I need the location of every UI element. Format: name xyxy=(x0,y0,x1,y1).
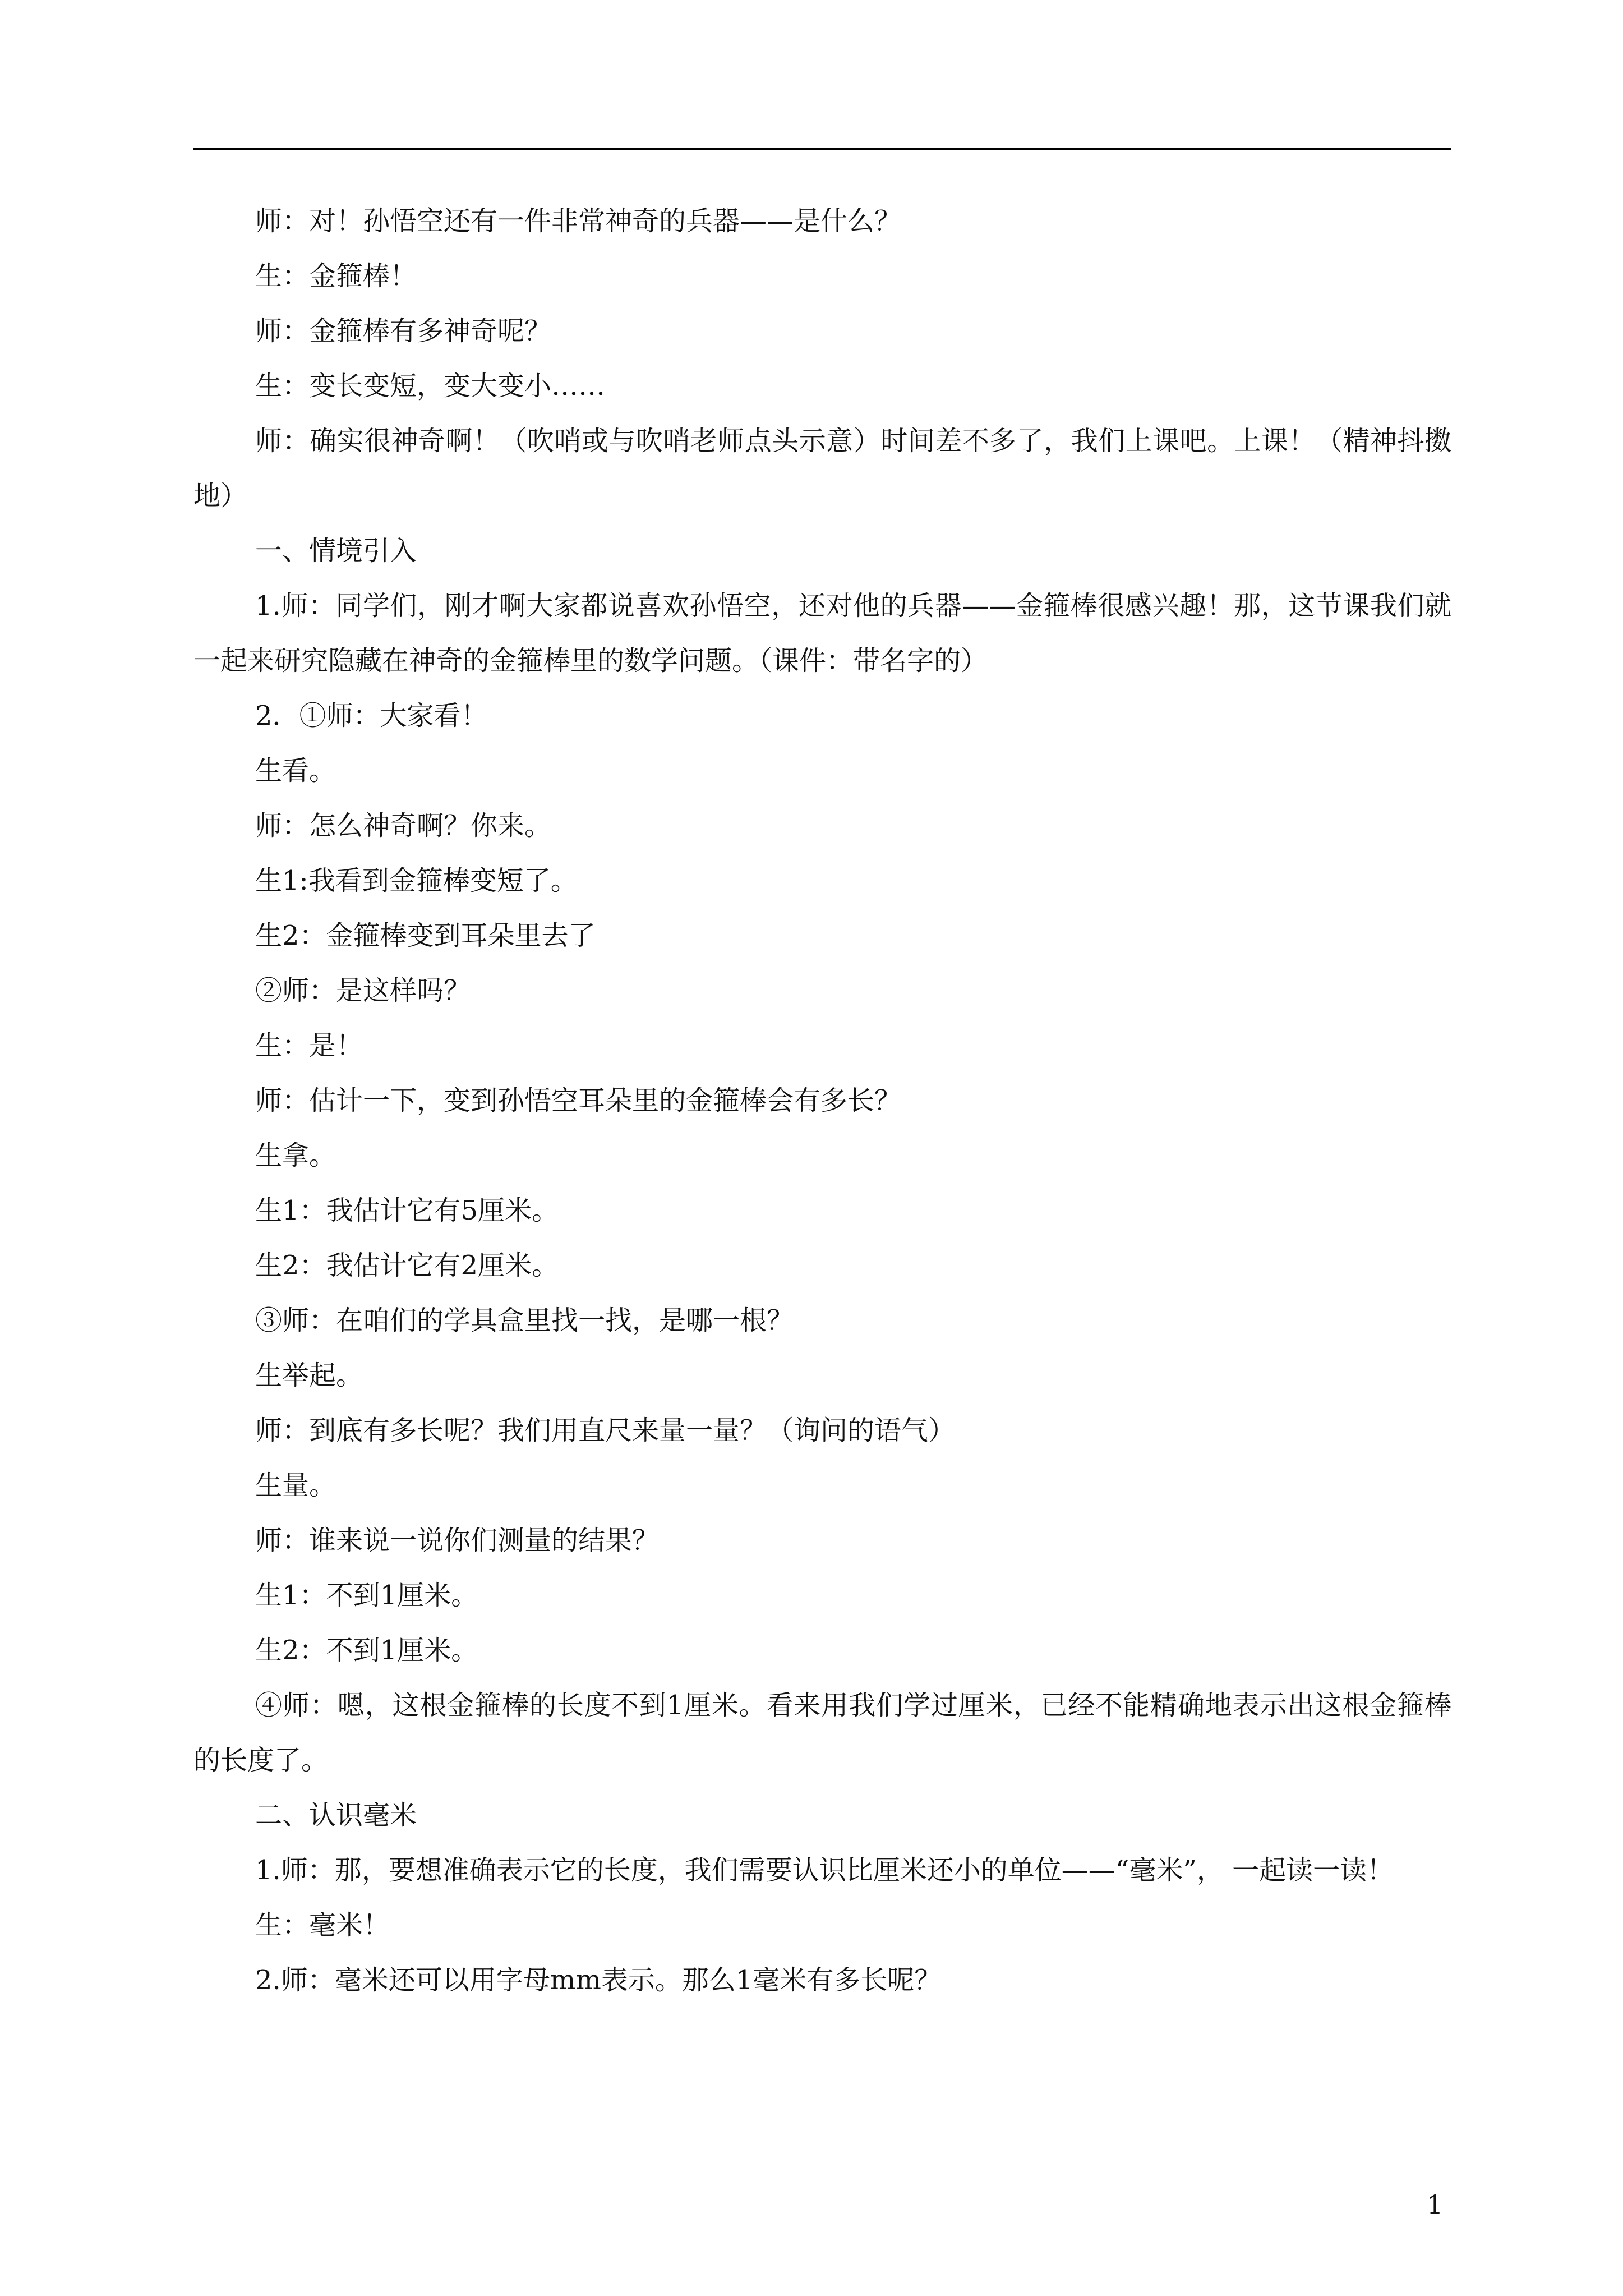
paragraph: 师：谁来说一说你们测量的结果？ xyxy=(255,1525,660,1556)
paragraph: 生拿。 xyxy=(255,1140,336,1171)
section-heading: 二、认识毫米 xyxy=(255,1800,417,1831)
paragraph: ②师：是这样吗？ xyxy=(255,975,471,1006)
paragraph: 师：对！孙悟空还有一件非常神奇的兵器——是什么？ xyxy=(255,205,902,237)
header-rule xyxy=(193,148,1451,150)
section-heading: 一、情境引入 xyxy=(255,535,417,567)
paragraph: ③师：在咱们的学具盒里找一找，是哪一根？ xyxy=(255,1305,794,1336)
paragraph: 生2：金箍棒变到耳朵里去了 xyxy=(255,920,596,951)
document-body xyxy=(193,194,1451,2008)
paragraph: 2．①师：大家看！ xyxy=(255,700,488,731)
paragraph: 生：是！ xyxy=(255,1030,363,1061)
paragraph: 生看。 xyxy=(255,755,336,786)
paragraph: 生2：我估计它有2厘米。 xyxy=(255,1250,559,1281)
paragraph: 1.师：那，要想准确表示它的长度，我们需要认识比厘米还小的单位——“毫米”， 一起读一读！ xyxy=(255,1855,1394,1886)
paragraph: 生1：不到1厘米。 xyxy=(255,1580,478,1611)
paragraph: 生：变长变短，变大变小…… xyxy=(255,370,606,402)
page-number: 1 xyxy=(1427,2189,1444,2220)
paragraph: ④师：嗯，这根金箍棒的长度不到1厘米。看来用我们学过厘米，已经不能精确地表示出这根金箍棒的长度了。 xyxy=(193,1690,1451,1776)
paragraph: 师：怎么神奇啊？你来。 xyxy=(255,810,552,841)
paragraph: 生举起。 xyxy=(255,1360,363,1391)
paragraph: 师：确实很神奇啊！（吹哨或与吹哨老师点头示意）时间差不多了，我们上课吧。上课！（精神抖擞地） xyxy=(193,425,1451,512)
paragraph: 1.师：同学们，刚才啊大家都说喜欢孙悟空，还对他的兵器——金箍棒很感兴趣！那，这节课我们就一起来研究隐藏在神奇的金箍棒里的数学问题。（课件：带名字的） xyxy=(193,590,1451,677)
paragraph: 生1:我看到金箍棒变短了。 xyxy=(255,865,578,896)
paragraph: 师：到底有多长呢？我们用直尺来量一量？（询问的语气） xyxy=(255,1415,956,1446)
paragraph: 生：毫米！ xyxy=(255,1910,390,1941)
paragraph: 生：金箍棒！ xyxy=(255,260,417,292)
paragraph: 生1：我估计它有5厘米。 xyxy=(255,1195,559,1226)
paragraph: 生2：不到1厘米。 xyxy=(255,1635,478,1666)
paragraph: 师：估计一下，变到孙悟空耳朵里的金箍棒会有多长？ xyxy=(255,1085,902,1116)
paragraph: 2.师：毫米还可以用字母mm表示。那么1毫米有多长呢？ xyxy=(255,1964,942,1996)
paragraph: 生量。 xyxy=(255,1470,336,1501)
paragraph: 师：金箍棒有多神奇呢？ xyxy=(255,315,552,347)
